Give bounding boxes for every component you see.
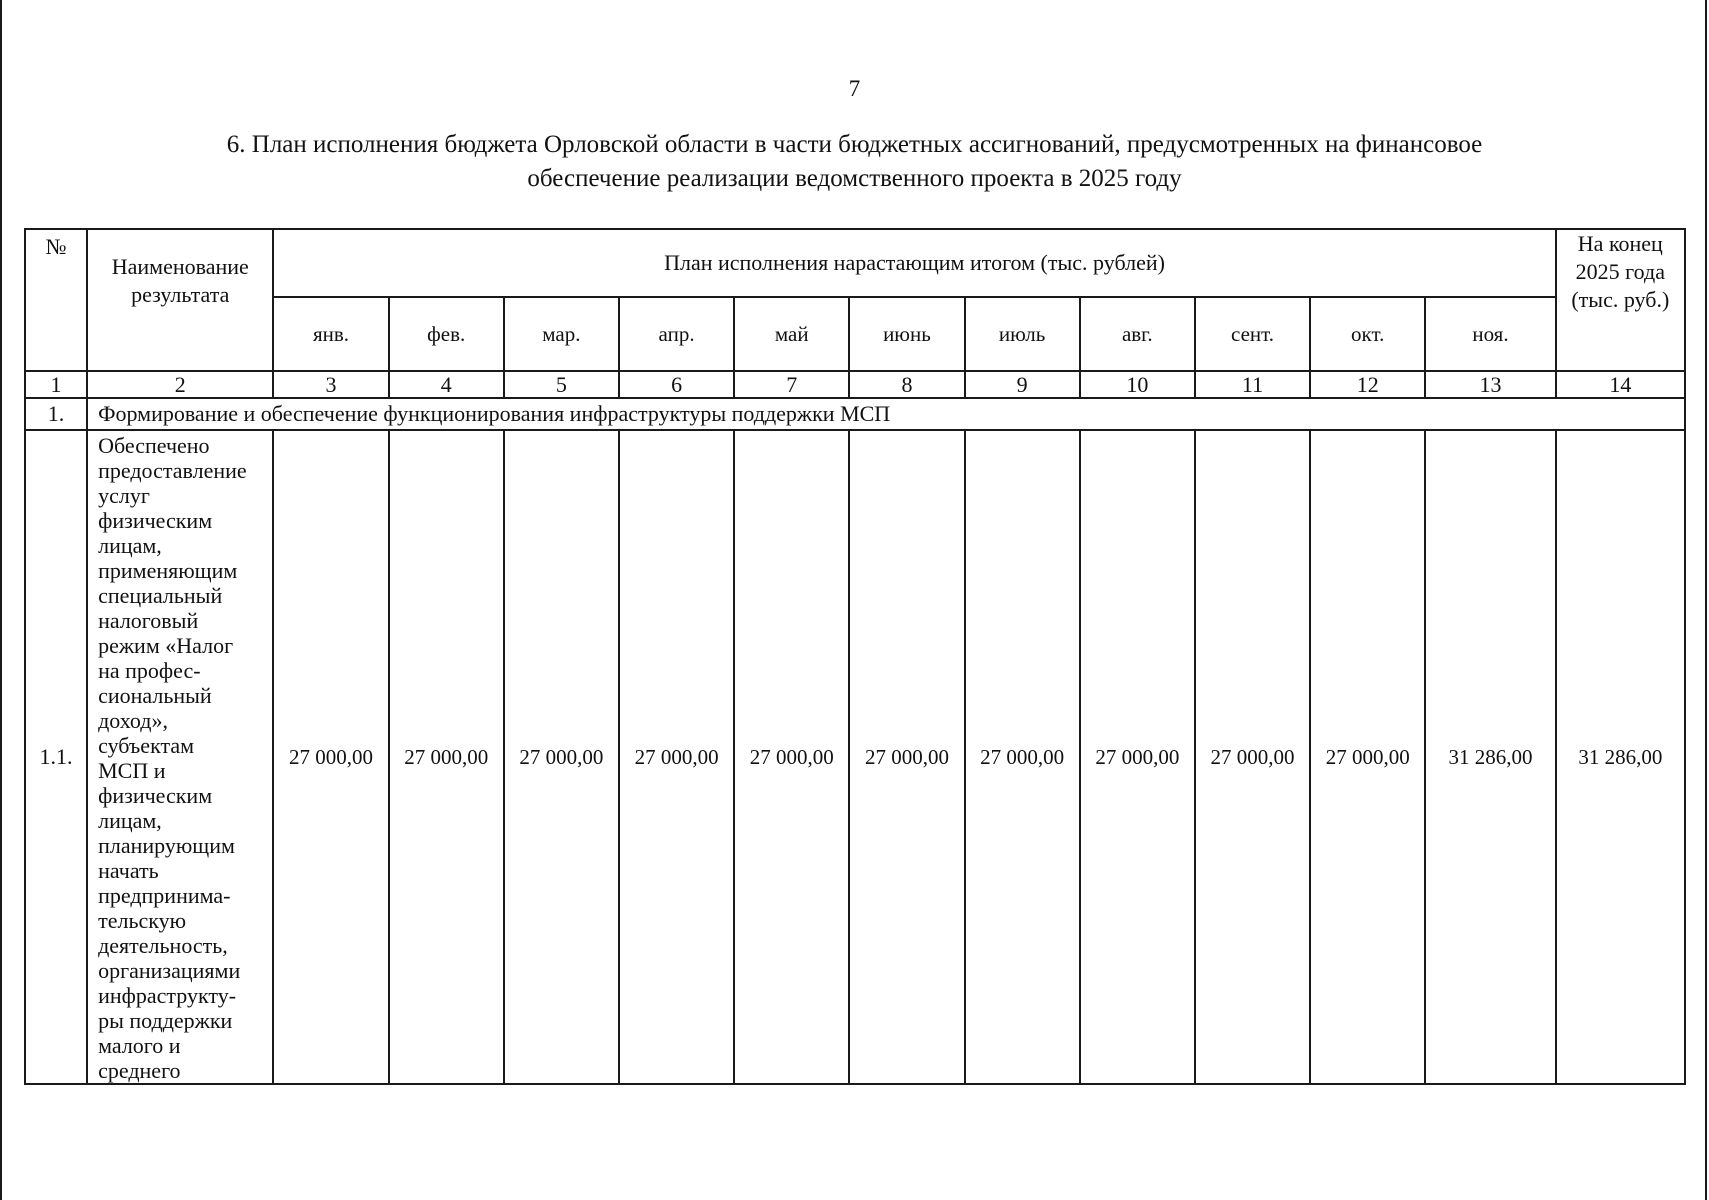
column-number-row [25,371,1685,398]
column-number: 2 [87,371,273,398]
column-number: 3 [273,371,388,398]
left-margin-rule [0,0,2,1200]
header-month: фев. [389,297,504,371]
column-number: 9 [965,371,1080,398]
column-number: 11 [1195,371,1310,398]
section-row [25,398,1685,430]
column-number: 4 [389,371,504,398]
header-cumulative-plan: План исполнения нарастающим итогом (тыс. рублей) [273,229,1555,297]
right-margin-rule [1705,0,1707,1200]
result-name-line: применяющим [98,558,238,583]
result-name-line: МСП и [98,758,166,783]
result-name-line: сиональный [98,683,212,708]
result-name-line: инфраструкту- [98,983,237,1008]
result-name-line: лицам, [98,533,162,558]
result-name-line: ры поддержки [98,1008,233,1033]
result-name-line: планирующим [98,833,235,858]
month-value: 27 000,00 [1195,430,1310,1084]
result-name-line: тельскую [98,908,187,933]
budget-plan-table [24,228,1686,1085]
result-name-line: физическим [98,783,213,808]
result-name-line: предпринима- [98,883,231,908]
month-value: 27 000,00 [965,430,1080,1084]
result-name-line: малого и [98,1033,181,1058]
header-month: май [734,297,849,371]
header-month: ноя. [1425,297,1555,371]
result-name-line: режим «Налог [98,633,234,658]
month-value: 31 286,00 [1425,430,1555,1084]
header-result-name: Наименование результата [87,229,273,371]
header-month: мар. [504,297,619,371]
result-name-line: деятельность, [98,933,228,958]
section-title [100,128,1609,196]
column-number: 7 [734,371,849,398]
header-month: апр. [619,297,734,371]
header-row-top [25,229,1685,297]
month-value: 27 000,00 [849,430,964,1084]
result-name-line: субъектам [98,733,195,758]
month-value: 27 000,00 [619,430,734,1084]
header-month: июнь [849,297,964,371]
column-number: 14 [1556,371,1685,398]
column-number: 12 [1310,371,1425,398]
header-month: авг. [1080,297,1195,371]
header-month: янв. [273,297,388,371]
month-value: 27 000,00 [504,430,619,1084]
result-name-line: предоставление [98,458,247,483]
column-number: 13 [1425,371,1555,398]
section-title-line-1: 6. План исполнения бюджета Орловской области в части бюджетных ассигнований, предусмотренных на финансовое [226,131,1483,158]
month-value: 27 000,00 [1080,430,1195,1084]
table-row [25,430,1685,1084]
header-month: сент. [1195,297,1310,371]
column-number: 1 [25,371,87,398]
result-name-line: налоговый [98,608,199,633]
column-number: 8 [849,371,964,398]
section-name: Формирование и обеспечение функционирования инфраструктуры поддержки МСП [87,398,1685,430]
result-name-line: услуг [98,483,150,508]
result-name-line: специальный [98,583,223,608]
result-name-line: физическим [98,508,213,533]
result-name-line: среднего [98,1058,181,1083]
result-name-line: Обеспечено [98,433,210,458]
month-value: 27 000,00 [389,430,504,1084]
header-month: июль [965,297,1080,371]
result-name-line: на профес- [98,658,201,683]
result-name-line: лицам, [98,808,162,833]
header-row-months [25,297,1685,371]
result-name-line: организациями [98,958,241,983]
section-number: 1. [25,398,87,430]
page-number: 7 [848,76,861,101]
header-month: окт. [1310,297,1425,371]
section-title-line-2: обеспечение реализации ведомственного проекта в 2025 году [527,165,1182,192]
column-number: 10 [1080,371,1195,398]
column-number: 6 [619,371,734,398]
result-name-line: доход», [98,708,168,733]
result-name-line: начать [98,858,159,883]
end-of-year-value: 31 286,00 [1556,430,1685,1084]
month-value: 27 000,00 [1310,430,1425,1084]
result-name [87,430,273,1084]
column-number: 5 [504,371,619,398]
header-number: № [25,229,87,371]
header-end-of-year: На конец 2025 года (тыс. руб.) [1556,229,1685,371]
month-value: 27 000,00 [734,430,849,1084]
month-value: 27 000,00 [273,430,388,1084]
row-number: 1.1. [25,430,87,1084]
